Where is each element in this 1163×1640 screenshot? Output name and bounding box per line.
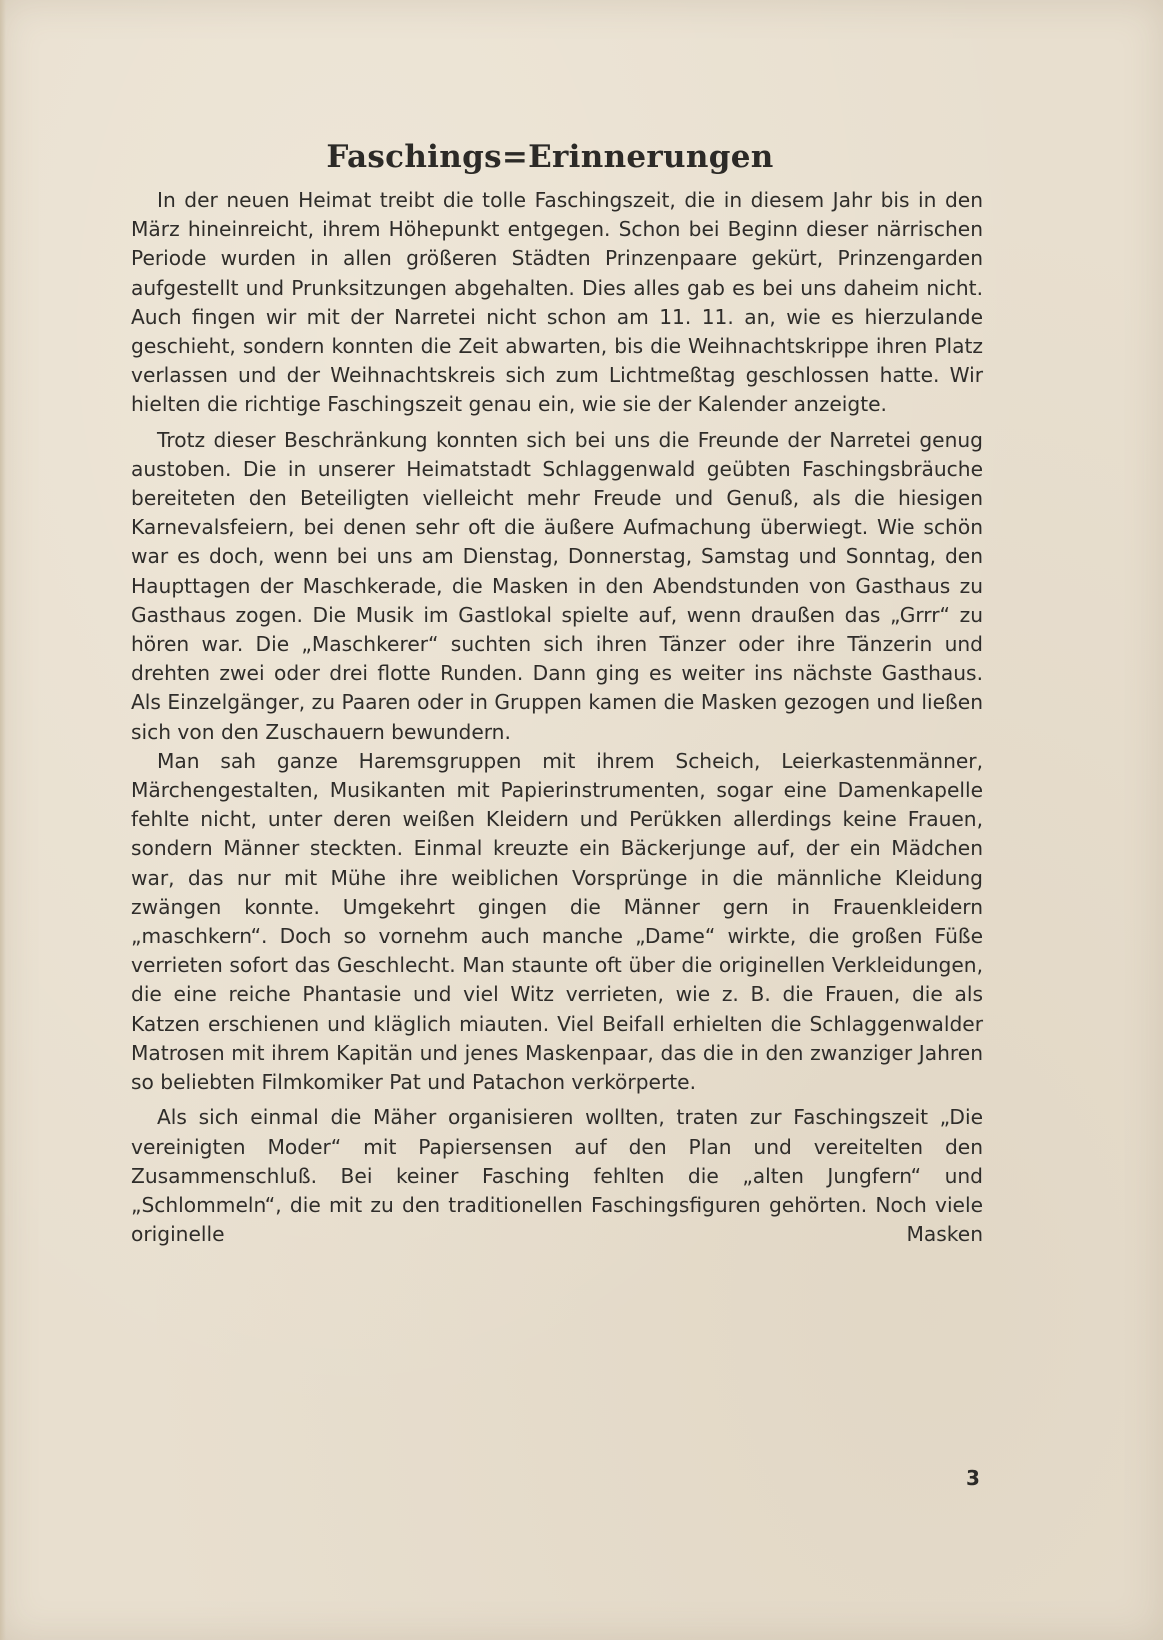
page-number: 3 [966, 1466, 980, 1490]
article-body [131, 186, 983, 1249]
article-title: Faschings=Erinnerungen [326, 138, 774, 175]
paragraph-1: In der neuen Heimat treibt die tolle Faschingszeit, die in diesem Jahr bis in den März hineinreicht, ihrem Höhepunkt entgegen. Schon bei Beginn dieser närrischen Periode wurden in allen größeren Städten Prinzenpaare gekürt, Prinzengarden aufgestellt und Prunksitzungen abgehalten. Dies alles gab es bei uns daheim nicht. Auch fingen wir mit der Narretei nicht schon am 11. 11. an, wie es hierzulande geschieht, sondern konnten die Zeit abwarten, bis die Weihnachtskrippe ihren Platz verlassen und der Weihnachtskreis sich zum Lichtmeßtag geschlossen hatte. Wir hielten die richtige Faschingszeit genau ein, wie sie der Kalender anzeigte. [131, 188, 983, 417]
paragraph-2: Trotz dieser Beschränkung konnten sich bei uns die Freunde der Narretei genug austoben. Die in unserer Heimatstadt Schlaggenwald geübten Faschingsbräuche bereiteten den Beteiligten vielleicht mehr Freude und Genuß, als die hiesigen Karnevalsfeiern, bei denen sehr oft die äußere Aufmachung überwiegt. Wie schön war es doch, wenn bei uns am Dienstag, Donnerstag, Samstag und Sonntag, den Haupttagen der Maschkerade, die Masken in den Abendstunden von Gasthaus zu Gasthaus zogen. Die Musik im Gastlokal spielte auf, wenn draußen das „Grrr“ zu hören war. Die „Maschkerer“ suchten sich ihren Tänzer oder ihre Tänzerin und drehten zwei oder drei flotte Runden. Dann ging es weiter ins nächste Gasthaus. Als Einzelgänger, zu Paaren oder in Gruppen kamen die Masken gezogen und ließen sich von den Zuschauern bewundern. [131, 427, 983, 744]
paragraph-4: Als sich einmal die Mäher organisieren wollten, traten zur Faschingszeit „Die vereinigten Moder“ mit Papiersensen auf den Plan und vereitelten den Zusammenschluß. Bei keiner Fasching fehlten die „alten Jungfern“ und „Schlommeln“, die mit zu den traditionellen Faschingsfiguren gehörten. Noch viele originelle Masken [131, 1105, 983, 1247]
paragraph-3: Man sah ganze Haremsgruppen mit ihrem Scheich, Leierkastenmänner, Märchengestalten, Musikanten mit Papierinstrumenten, sogar eine Damenkapelle fehlte nicht, unter deren weißen Kleidern und Perükken allerdings keine Frauen, sondern Männer steckten. Einmal kreuzte ein Bäckerjunge auf, der ein Mädchen war, das nur mit Mühe ihre weiblichen Vorsprünge in die männliche Kleidung zwängen konnte. Umgekehrt gingen die Männer gern in Frauenkleidern „maschkern“. Doch so vornehm auch manche „Dame“ wirkte, die großen Füße verrieten sofort das Geschlecht. Man staunte oft über die originellen Verkleidungen, die eine reiche Phantasie und viel Witz verrieten, wie z. B. die Frauen, die als Katzen erschienen und kläglich miauten. Viel Beifall erhielten die Schlaggenwalder Matrosen mit ihrem Kapitän und jenes Maskenpaar, das die in den zwanziger Jahren so beliebten Filmkomiker Pat und Patachon verkörperte. [131, 748, 983, 1095]
page-edge [0, 0, 6, 1640]
